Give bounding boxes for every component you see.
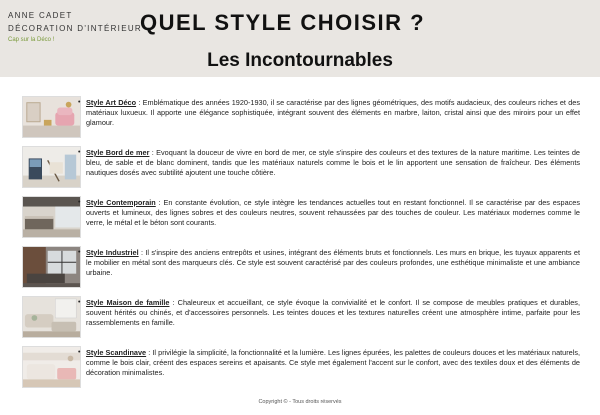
style-text: Evoquant la douceur de vivre en bord de mer, ce style s'inspire des couleurs et des textures de la nature maritime. Les teintes de bleu, de sable et de blanc dominent, tandis que les matériaux naturels comme le bois et le lin apportent une sensation de fraîcheur. Des éléments nautiques dosés avec subtilité ajoutent une touche côtière.	[86, 148, 580, 177]
style-description: • Style Industriel : Il s'inspire des anciens entrepôts et usines, intégrant des éléments bruts et fonctionnels. Les murs en brique, les tuyaux apparents et le mobilier en métal sont des marqueurs clés. Ce style est souvent caractérisé par des couleurs profondes, une esthétique minimaliste et une ambiance urbaine.	[78, 248, 580, 277]
art-deco-photo	[22, 96, 81, 138]
style-text: En constante évolution, ce style intègre les tendances actuelles tout en restant fonctionnel. Il se caractérise par des espaces ouverts et lumineux, des lignes sobres et des couleurs neutres, souvent rehaussées par des touches de couleur. Les matériaux modernes comme le verre, le métal et le béton sont courants.	[86, 198, 580, 227]
style-label: Style Contemporain	[86, 198, 156, 207]
copyright-footer: Copyright © - Tous droits réservés	[258, 399, 342, 405]
header-banner	[0, 0, 600, 77]
brand-profession: DÉCORATION D'INTÉRIEUR	[8, 24, 142, 33]
style-description: • Style Scandinave : Il privilégie la simplicité, la fonctionnalité et la lumière. Les lignes épurées, les palettes de couleurs douces et les matériaux naturels, comme le bois clair, créent des espaces sereins et apaisants. Ce style met également l'accent sur le confort, avec des textiles doux et des éléments de décoration minimalistes.	[78, 348, 581, 377]
style-description: • Style Bord de mer : Evoquant la douceur de vivre en bord de mer, ce style s'inspire des couleurs et des textures de la nature maritime. Les teintes de bleu, de sable et de blanc dominent, tandis que les matériaux naturels comme le bois et le lin apportent une sensation de fraîcheur. Des éléments nautiques dosés avec subtilité ajoutent une touche côtière.	[78, 148, 580, 177]
style-item-bord-de-mer	[18, 146, 584, 196]
style-text: Chaleureux et accueillant, ce style évoque la convivialité et le confort. Il se compose de meubles pratiques et durables, souvent hérités ou chinés, et d'accessoires personnels. Les teintes douces et les textures naturelles créent une atmosphère intime, parfaite pour les rassemblements en famille.	[86, 298, 580, 327]
brand-tagline: Cap sur la Déco !	[8, 37, 55, 43]
bullet-icon: •	[78, 249, 81, 256]
contemporain-photo	[22, 196, 81, 238]
style-text: Il s'inspire des anciens entrepôts et usines, intégrant des éléments bruts et fonctionnels. Les murs en brique, les tuyaux apparents et le mobilier en métal sont des marqueurs clés. Ce style est souvent caractérisé par des couleurs profondes, une esthétique minimaliste et une ambiance urbaine.	[86, 248, 580, 277]
style-label: Style Art Déco	[86, 98, 137, 107]
industriel-photo	[22, 246, 81, 288]
style-label: Style Maison de famille	[86, 298, 170, 307]
bullet-icon: •	[78, 149, 81, 156]
bullet-icon: •	[78, 349, 81, 356]
style-text: Emblématique des années 1920-1930, il se caractérise par des lignes géométriques, des motifs audacieux, des couleurs riches et des matériaux luxueux. Il apporte une élégance sophistiquée, intégrant souvent des éléments en marbre, laiton, cristal ainsi que des miroirs pour un effet glamour.	[86, 98, 580, 127]
style-item-industriel	[18, 246, 584, 296]
brand-name: ANNE CADET	[8, 11, 73, 20]
style-item-scandinave	[18, 346, 584, 396]
style-description: • Style Maison de famille : Chaleureux et accueillant, ce style évoque la convivialité et le confort. Il se compose de meubles pratiques et durables, souvent hérités ou chinés, et d'accessoires personnels. Les teintes douces et les textures naturelles créent une atmosphère intime, parfaite pour les rassemblements en famille.	[78, 298, 580, 327]
style-description: • Style Contemporain : En constante évolution, ce style intègre les tendances actuelles tout en restant fonctionnel. Il se caractérise par des espaces ouverts et lumineux, des lignes sobres et des couleurs neutres, souvent rehaussées par des touches de couleur. Les matériaux modernes comme le verre, le métal et le béton sont courants.	[78, 198, 580, 227]
bullet-icon: •	[78, 299, 81, 306]
bullet-icon: •	[78, 99, 81, 106]
maison-de-famille-photo	[22, 296, 81, 338]
brand-block	[8, 9, 142, 43]
style-label: Style Scandinave	[86, 348, 147, 357]
style-description: • Style Art Déco : Emblématique des années 1920-1930, il se caractérise par des lignes géométriques, des motifs audacieux, des couleurs riches et des matériaux luxueux. Il apporte une élégance sophistiquée, intégrant souvent des éléments en marbre, laiton, cristal ainsi que des miroirs pour un effet glamour.	[78, 98, 580, 127]
scandinave-photo	[22, 346, 81, 388]
style-list	[18, 96, 584, 396]
bullet-icon: •	[78, 199, 81, 206]
style-label: Style Industriel	[86, 248, 139, 257]
bord-de-mer-photo	[22, 146, 81, 188]
style-item-contemporain	[18, 196, 584, 246]
style-item-art-deco	[18, 96, 584, 146]
style-text: Il privilégie la simplicité, la fonctionnalité et la lumière. Les lignes épurées, les palettes de couleurs douces et les matériaux naturels, comme le bois clair, créent des espaces sereins et apaisants. Ce style met également l'accent sur le confort, avec des textiles doux et des éléments de décoration minimalistes.	[86, 348, 581, 377]
page-subtitle: Les Incontournables	[207, 50, 393, 71]
page-title: QUEL STYLE CHOISIR ?	[140, 10, 426, 35]
style-label: Style Bord de mer	[86, 148, 150, 157]
style-item-maison-de-famille	[18, 296, 584, 346]
